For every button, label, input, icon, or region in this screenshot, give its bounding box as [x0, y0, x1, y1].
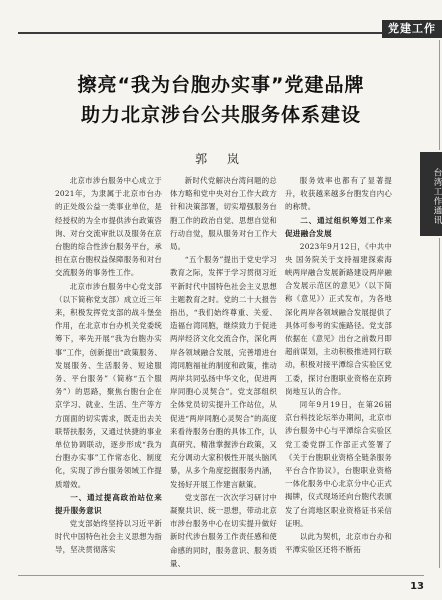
page-number: 13: [410, 581, 424, 592]
paragraph: 同年9月19日，在第26届京台科技论坛举办期间，北京市涉台服务中心与平潭综合实验区党工委党群工作部正式签署了《关于台胞职业资格全链条服务平台合作协议》，台胞职业资格一体化服务中心北京分中心正式揭牌，仪式现场还向台胞代表颁发了台湾地区职业资格证书采信证明。: [285, 400, 392, 528]
paragraph: 2023年9月12日，《中共中央 国务院关于支持福建探索海峡两岸融合发展新路建设两岸融合发展示范区的意见》（以下简称《意见》）正式发布，为各地深化两岸各领域融合发展提供了具体可参考的实施路径。党支部依据在《意见》出台之前数月即超前谋划，主动积极推进同行联动，积极对接平潭综合实验区党工委，探讨台胞职业资格在京跨岗地互认的合作。: [285, 241, 392, 396]
paragraph: 服务效率也都有了显著提升，收获越来越多台胞发自内心的称赞。: [285, 176, 392, 212]
paragraph: 北京市涉台服务中心党支部（以下简称党支部）成立近三年来，积极发挥党支部的战斗堡垒作用，在北京市台办机关党委统筹下，率先开展“我为台胞办实事”工作，创新提出“政策服务、发展服务、生活服务、短途服务、平台服务”（简称“五个服务”）的思路，聚焦台胞台企在京学习、就业、生活、生产等方方面面的切实需求，既走出去关联帮扶服务，又通过快捷的事业单位协调联动，逐步形成“我为台胞办实事”工作常态化、制度化，实现了涉台服务领域工作提质增效。: [55, 281, 162, 489]
footer-rule: [18, 575, 424, 576]
text-column-1: [55, 174, 162, 556]
paragraph: 以此为契机，北京市台办和平潭实验区还将不断拓: [285, 532, 392, 555]
paragraph: 新时代党解决台湾问题的总体方略和党中央对台工作大政方针和决策部署，切实增强服务台胞工作的政治自觉、思想自觉和行动自觉，服从服务对台工作大局。: [170, 176, 277, 252]
section-label: 党建工作: [382, 20, 442, 38]
section-heading: 一、通过提高政治站位来提升服务意识: [55, 492, 162, 515]
paragraph: “五个服务”提出于党史学习教育之际，发挥于学习贯彻习近平新时代中国特色社会主义思想主题教育之时。党的二十大报告指出，“我们始终尊重、关爱、造福台湾同胞，继续致力于促进两岸经济文化交流合作，深化两岸各领域融合发展，完善增进台湾同胞福祉的制度和政策，推动两岸共同弘扬中华文化，促进两岸同胞心灵契合”。党支部组织全体党员切实提升工作站位，从促进“两岸同胞心灵契合”的高度来看待服务台胞的具体工作，认真研究、精准掌握涉台政策，又充分调动大家积极性开展头脑风暴，从多个角度挖掘服务内涵，发扬好开展工作建言献策。: [170, 255, 277, 489]
article-title-line2: 助力北京涉台公共服务体系建设: [80, 104, 361, 126]
article-title-line1: 擦亮“我为台胞办实事”党建品牌: [77, 74, 365, 96]
text-column-3: [285, 174, 392, 556]
paragraph: 党支部始终坚持以习近平新时代中国特色社会主义思想为指导，坚决贯彻落实: [55, 518, 162, 555]
text-column-2: [170, 174, 277, 570]
author-name: 郭 岚: [195, 152, 247, 166]
side-rule-bottom: [439, 238, 440, 568]
paragraph: 北京市涉台服务中心成立于2021年，为隶属于北京市台办的正处级公益一类事业单位，是经授权的为全市提供涉台政策咨询、对台交流审批以及服务在京台胞的综合性涉台服务平台，承担在京台胞权益保障服务和对台交流服务的事务性工作。: [55, 176, 162, 278]
section-heading: 二、通过组织筹划工作来促进融合发展: [285, 215, 392, 238]
side-rule-top: [439, 40, 440, 150]
side-section-tab: 台湾工作通讯: [420, 152, 442, 236]
page-header: [0, 0, 442, 40]
header-rule: [18, 32, 382, 34]
paragraph: 党支部在一次次学习研讨中凝聚共识、统一思想，带动北京市涉台服务中心在切实提升做好新时代涉台服务工作责任感和使命感的同时，服务意识、服务质量、: [170, 492, 277, 568]
